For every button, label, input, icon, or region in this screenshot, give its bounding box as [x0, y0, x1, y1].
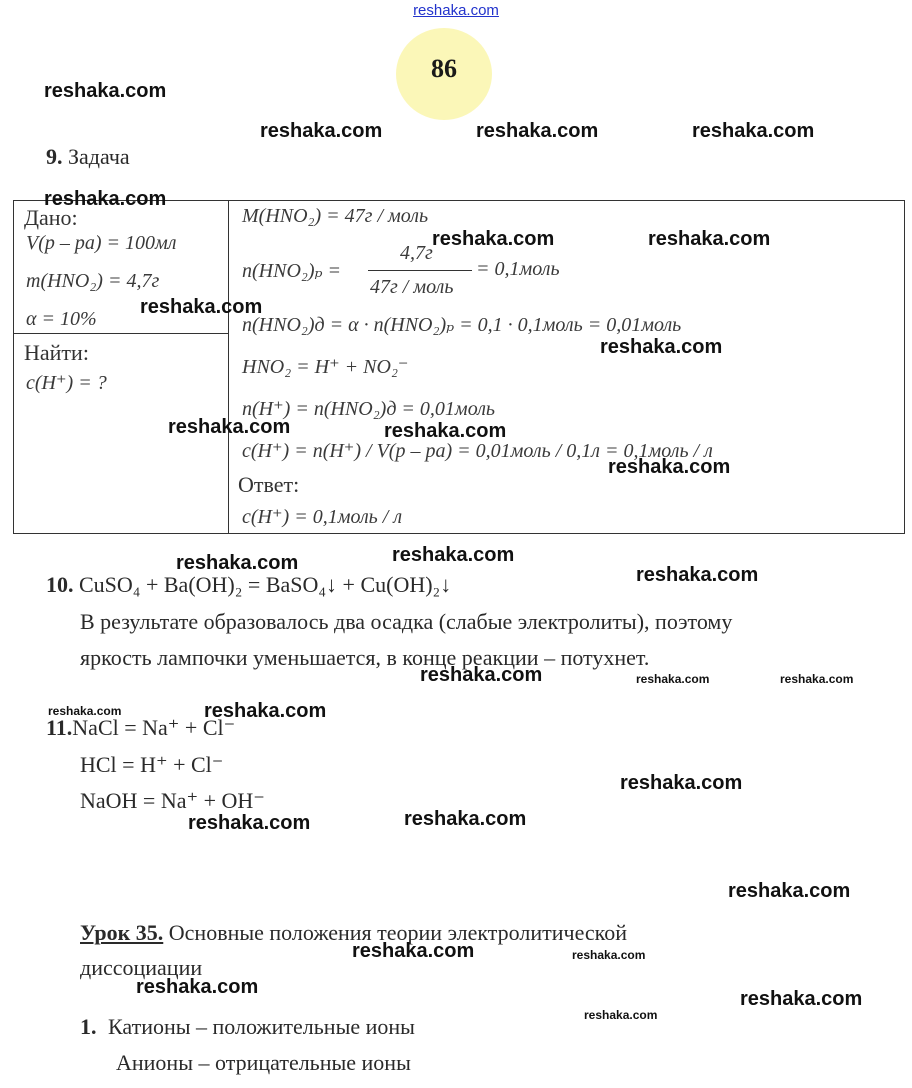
- watermark: reshaka.com: [648, 228, 771, 250]
- task10-number: 10.: [46, 572, 74, 597]
- given-volume: V(р – ра) = 100мл: [26, 232, 177, 254]
- task10-text-line1: В результате образовалось два осадка (слабые электролиты), поэтому: [80, 609, 733, 634]
- solution-n-numerator: 4,7г: [400, 242, 433, 264]
- solution-molar-mass: M(HNO₂) = 47г / моль: [242, 205, 429, 227]
- task11-number: 11.: [46, 715, 73, 740]
- given-label: Дано:: [24, 205, 78, 230]
- lesson35-title-line2: диссоциации: [80, 955, 203, 980]
- watermark: reshaka.com: [584, 1008, 658, 1022]
- watermark: reshaka.com: [728, 880, 851, 902]
- watermark: reshaka.com: [260, 120, 383, 142]
- table-divider-horizontal: [13, 333, 229, 334]
- task9-heading: [46, 144, 130, 170]
- watermark: reshaka.com: [136, 976, 259, 998]
- watermark: reshaka.com: [44, 188, 167, 210]
- lesson35-item-number: 1.: [80, 1014, 97, 1039]
- watermark: reshaka.com: [188, 812, 311, 834]
- task9-title: Задача: [68, 144, 130, 169]
- solution-n-rhs: = 0,1моль: [476, 258, 560, 280]
- solution-n-denominator: 47г / моль: [370, 276, 454, 298]
- answer-value: c(H⁺) = 0,1моль / л: [242, 506, 403, 528]
- watermark: reshaka.com: [168, 416, 291, 438]
- watermark: reshaka.com: [420, 664, 543, 686]
- solution-n-hydrogen: n(H⁺) = n(HNO₂)д = 0,01моль: [242, 398, 496, 420]
- watermark: reshaka.com: [432, 228, 555, 250]
- watermark: reshaka.com: [572, 948, 646, 962]
- watermark: reshaka.com: [44, 80, 167, 102]
- watermark: reshaka.com: [476, 120, 599, 142]
- task11-eq1: NaCl = Na⁺ + Cl⁻: [72, 715, 236, 740]
- watermark: reshaka.com: [740, 988, 863, 1010]
- watermark: reshaka.com: [404, 808, 527, 830]
- page-number: 86: [431, 54, 457, 83]
- find-label: Найти:: [24, 340, 89, 365]
- answer-label: Ответ:: [238, 472, 300, 497]
- solution-concentration: c(H⁺) = n(H⁺) / V(р – ра) = 0,01моль / 0,1л = 0,1моль / л: [242, 440, 713, 462]
- given-alpha: α = 10%: [26, 308, 97, 330]
- solution-n-dissociated: n(HNO₂)д = α · n(HNO₂)ₚ = 0,1 · 0,1моль = 0,01моль: [242, 314, 682, 336]
- watermark: reshaka.com: [48, 704, 122, 718]
- task10-equation: CuSO₄ + Ba(OH)₂ = BaSO₄↓ + Cu(OH)₂↓: [79, 572, 452, 597]
- watermark: reshaka.com: [620, 772, 743, 794]
- watermark: reshaka.com: [140, 296, 263, 318]
- watermark: reshaka.com: [608, 456, 731, 478]
- watermark: reshaka.com: [636, 564, 759, 586]
- watermark: reshaka.com: [392, 544, 515, 566]
- solution-n-lhs: n(HNO₂)ₚ =: [242, 260, 341, 282]
- task9-number: 9.: [46, 144, 63, 169]
- lesson35-item-line1: Катионы – положительные ионы: [108, 1014, 415, 1039]
- solution-dissociation-equation: HNO₂ = H⁺ + NO₂⁻: [242, 356, 409, 378]
- watermark: reshaka.com: [384, 420, 507, 442]
- fraction-bar: [368, 270, 472, 271]
- lesson35-item-line2: Анионы – отрицательные ионы: [116, 1050, 411, 1075]
- task11-eq2: HCl = H⁺ + Cl⁻: [80, 752, 224, 777]
- lesson35-item1: [80, 1014, 415, 1040]
- lesson35-label: Урок 35.: [80, 920, 164, 945]
- watermark: reshaka.com: [692, 120, 815, 142]
- task10-text-line2: яркость лампочки уменьшается, в конце реакции – потухнет.: [80, 645, 650, 670]
- find-value: c(H⁺) = ?: [26, 372, 107, 394]
- task11-eq3: NaOH = Na⁺ + OH⁻: [80, 788, 265, 813]
- watermark: reshaka.com: [204, 700, 327, 722]
- watermark: reshaka.com: [636, 672, 710, 686]
- given-mass: m(HNO₂) = 4,7г: [26, 270, 160, 292]
- table-divider-vertical: [228, 200, 229, 533]
- site-link[interactable]: reshaka.com: [413, 2, 499, 19]
- watermark: reshaka.com: [780, 672, 854, 686]
- watermark: reshaka.com: [352, 940, 475, 962]
- watermark: reshaka.com: [176, 552, 299, 574]
- watermark: reshaka.com: [600, 336, 723, 358]
- lesson35-title: Основные положения теории электролитической: [168, 920, 627, 945]
- task10-equation-line: [46, 572, 451, 598]
